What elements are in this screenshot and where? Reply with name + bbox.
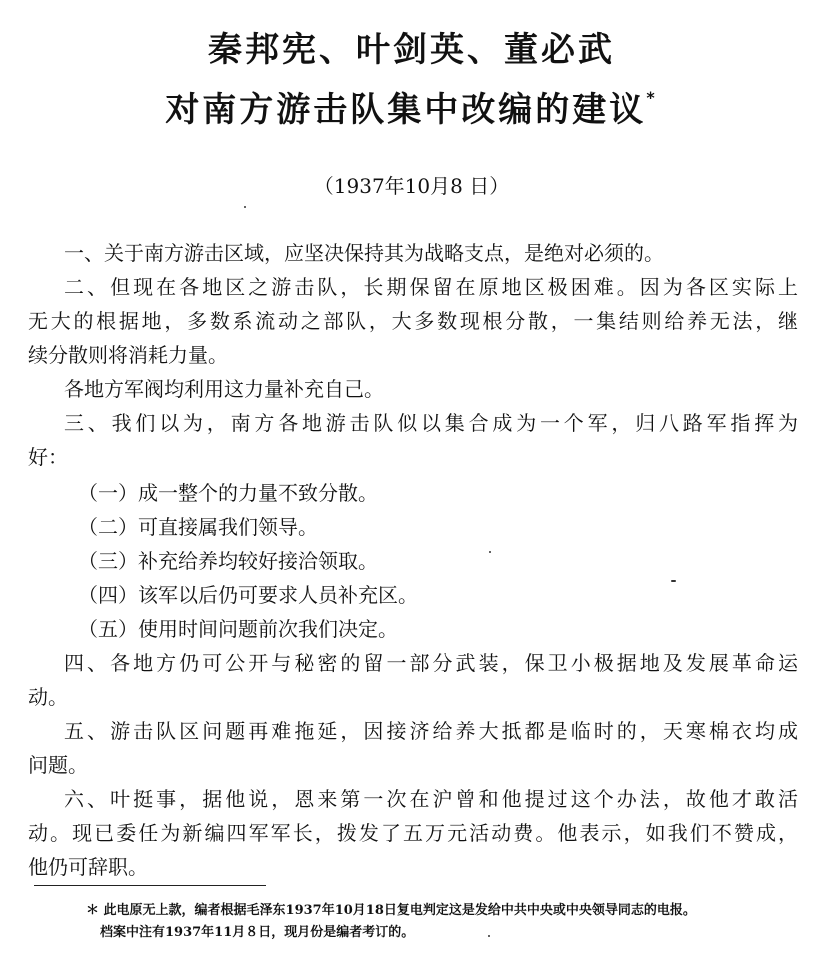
paragraph-2-line1: 二、但现在各地区之游击队，长期保留在原地区极困难。因为各区实际上 (64, 275, 798, 299)
document-title-line1 (0, 22, 823, 71)
footnote-line2: 档案中注有1937年11月８日，现月份是编者考订的。 (100, 925, 415, 940)
paragraph-4-line1: 三、我们以为，南方各地游击队似以集合成为一个军，归八路军指挥为 (64, 411, 798, 435)
paragraph-7-line3: 他仍可辞职。 (28, 855, 148, 879)
title-text-2: 对南方游击队集中改编的建议 (165, 90, 647, 130)
scan-speck (489, 551, 491, 553)
paragraph-6-line1: 五、游击队区问题再难拖延，因接济给养大抵都是临时的，天寒棉衣均成 (64, 719, 798, 743)
list-item-5: （五）使用时间问题前次我们决定。 (78, 617, 398, 641)
paragraph-3: 各地方军阀均利用这力量补充自己。 (64, 377, 384, 401)
list-item-1: （一）成一整个的力量不致分散。 (78, 481, 378, 505)
scan-speck (244, 206, 246, 208)
paragraph-1: 一、关于南方游击区域，应坚决保持其为战略支点，是绝对必须的。 (64, 241, 664, 265)
document-title-line2 (0, 82, 823, 131)
paragraph-5-line2: 动。 (28, 685, 68, 709)
paragraph-2-line2: 无大的根据地，多数系流动之部队，大多数现根分散，一集结则给养无法，继 (28, 309, 798, 333)
footnote-marker: * (646, 87, 658, 107)
list-item-3: （三）补充给养均较好接洽领取。 (78, 549, 378, 573)
document-date: （1937年10月8 日） (313, 174, 510, 198)
title-text-1: 秦邦宪、叶剑英、董必武 (208, 30, 615, 70)
paragraph-5-line1: 四、各地方仍可公开与秘密的留一部分武装，保卫小极据地及发展革命运 (64, 651, 798, 675)
paragraph-7-line1: 六、叶挺事，据他说，恩来第一次在沪曾和他提过这个办法，故他才敢活 (64, 787, 798, 811)
paragraph-4-line2: 好： (28, 445, 68, 469)
paragraph-7-line2: 动。现已委任为新编四军军长，拨发了五万元活动费。他表示，如我们不赞成， (28, 821, 798, 845)
scan-speck (488, 935, 490, 937)
list-item-4: （四）该军以后仍可要求人员补充区。 (78, 583, 418, 607)
paragraph-2-line3: 续分散则将消耗力量。 (28, 343, 228, 367)
footnote-divider (34, 885, 266, 886)
paragraph-6-line2: 问题。 (28, 753, 88, 777)
list-item-2: （二）可直接属我们领导。 (78, 515, 318, 539)
scan-speck (671, 580, 676, 582)
footnote-line1: ＊ 此电原无上款，编者根据毛泽东1937年10月18日复电判定这是发给中共中央或中央领导同志的电报。 (86, 903, 696, 918)
